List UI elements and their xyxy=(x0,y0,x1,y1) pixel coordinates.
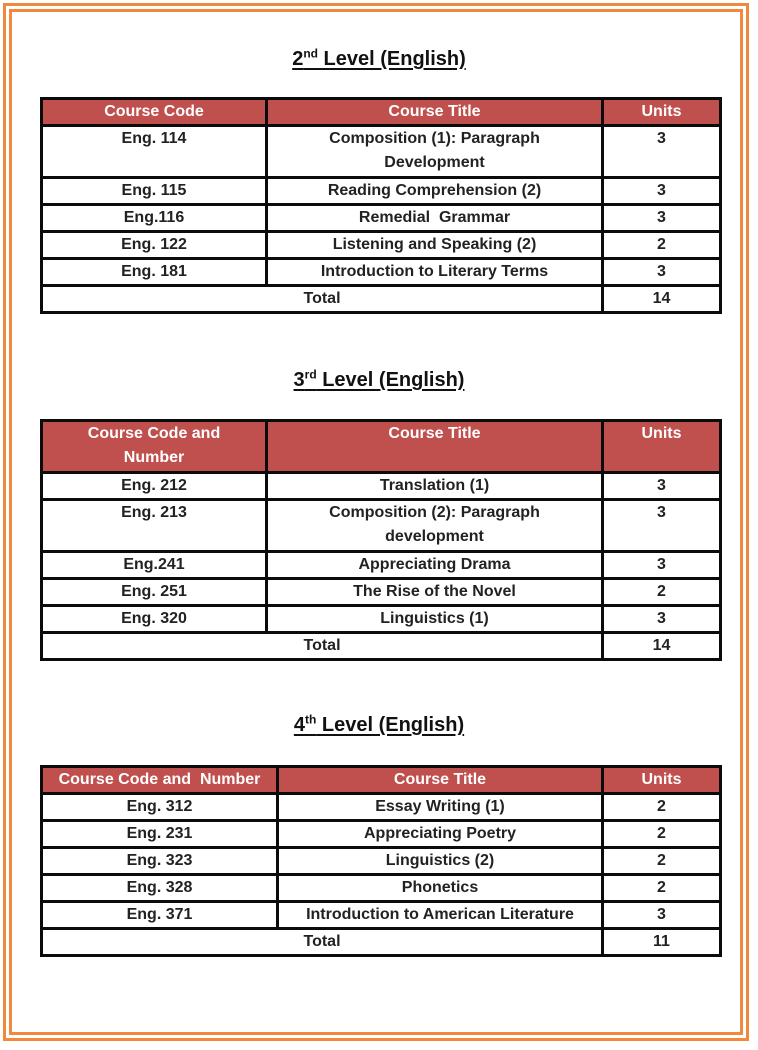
course-title: Remedial Grammar xyxy=(267,205,603,232)
column-header-units: Units xyxy=(603,99,721,126)
course-code: Eng. 371 xyxy=(42,902,278,929)
total-label: Total xyxy=(42,286,603,313)
course-units: 3 xyxy=(603,178,721,205)
total-row xyxy=(42,929,721,956)
column-header-code: Course Code xyxy=(42,99,267,126)
level-suffix: rd xyxy=(304,367,317,382)
column-header-units: Units xyxy=(603,767,721,794)
course-title: Linguistics (1) xyxy=(267,606,603,633)
table-row xyxy=(42,552,721,579)
course-units: 2 xyxy=(603,875,721,902)
course-code: Eng. 115 xyxy=(42,178,267,205)
course-code: Eng. 213 xyxy=(42,500,267,552)
course-units: 3 xyxy=(603,552,721,579)
table-row xyxy=(42,259,721,286)
course-code: Eng. 114 xyxy=(42,126,267,178)
table-row xyxy=(42,902,721,929)
course-code: Eng. 251 xyxy=(42,579,267,606)
total-label: Total xyxy=(42,633,603,660)
level-2-heading xyxy=(0,48,758,71)
course-title: Linguistics (2) xyxy=(278,848,603,875)
column-header-title: Course Title xyxy=(267,99,603,126)
course-units: 3 xyxy=(603,473,721,500)
course-code: Eng. 212 xyxy=(42,473,267,500)
course-title: Composition (1): Paragraph Development xyxy=(267,126,603,178)
level-number: 2 xyxy=(292,48,304,70)
course-title: Translation (1) xyxy=(267,473,603,500)
table-row xyxy=(42,178,721,205)
table-row xyxy=(42,579,721,606)
level-title: Level (English) xyxy=(316,369,465,391)
total-label: Total xyxy=(42,929,603,956)
course-code: Eng. 181 xyxy=(42,259,267,286)
course-title: The Rise of the Novel xyxy=(267,579,603,606)
total-row xyxy=(42,633,721,660)
total-row xyxy=(42,286,721,313)
level-suffix: th xyxy=(304,712,317,727)
table-row xyxy=(42,126,721,178)
course-code: Eng. 312 xyxy=(42,794,278,821)
column-header-title: Course Title xyxy=(267,421,603,473)
course-title: Essay Writing (1) xyxy=(278,794,603,821)
course-title: Phonetics xyxy=(278,875,603,902)
course-title: Appreciating Drama xyxy=(267,552,603,579)
level-3-heading xyxy=(0,369,758,392)
course-units: 3 xyxy=(603,500,721,552)
column-header-title: Course Title xyxy=(278,767,603,794)
table-row xyxy=(42,232,721,259)
course-units: 3 xyxy=(603,902,721,929)
column-header-units: Units xyxy=(603,421,721,473)
course-units: 2 xyxy=(603,848,721,875)
column-header-code: Course Code and Number xyxy=(42,767,278,794)
level-4-course-table xyxy=(40,765,722,957)
table-row xyxy=(42,875,721,902)
table-row xyxy=(42,606,721,633)
course-units: 2 xyxy=(603,579,721,606)
level-3-course-table xyxy=(40,419,722,661)
course-code: Eng. 231 xyxy=(42,821,278,848)
course-title: Listening and Speaking (2) xyxy=(267,232,603,259)
course-units: 2 xyxy=(603,794,721,821)
course-units: 3 xyxy=(603,205,721,232)
course-units: 2 xyxy=(603,821,721,848)
total-units: 11 xyxy=(603,929,721,956)
course-code: Eng.116 xyxy=(42,205,267,232)
course-code: Eng.241 xyxy=(42,552,267,579)
table-row xyxy=(42,821,721,848)
table-row xyxy=(42,205,721,232)
level-number: 3 xyxy=(293,369,305,391)
level-2-course-table xyxy=(40,97,722,314)
course-title: Appreciating Poetry xyxy=(278,821,603,848)
course-title: Introduction to Literary Terms xyxy=(267,259,603,286)
table-header-row xyxy=(42,99,721,126)
column-header-code: Course Code and Number xyxy=(42,421,267,473)
course-units: 3 xyxy=(603,606,721,633)
course-title: Reading Comprehension (2) xyxy=(267,178,603,205)
course-code: Eng. 122 xyxy=(42,232,267,259)
level-title: Level (English) xyxy=(316,714,465,736)
course-units: 3 xyxy=(603,259,721,286)
table-row xyxy=(42,794,721,821)
course-units: 2 xyxy=(603,232,721,259)
course-units: 3 xyxy=(603,126,721,178)
table-row xyxy=(42,848,721,875)
table-header-row xyxy=(42,421,721,473)
level-title: Level (English) xyxy=(317,48,466,70)
level-4-heading xyxy=(0,714,758,737)
course-title: Composition (2): Paragraph development xyxy=(267,500,603,552)
level-number: 4 xyxy=(293,714,305,736)
course-code: Eng. 320 xyxy=(42,606,267,633)
course-title: Introduction to American Literature xyxy=(278,902,603,929)
total-units: 14 xyxy=(603,633,721,660)
level-suffix: nd xyxy=(303,46,318,61)
course-code: Eng. 323 xyxy=(42,848,278,875)
table-row xyxy=(42,473,721,500)
total-units: 14 xyxy=(603,286,721,313)
table-header-row xyxy=(42,767,721,794)
table-row xyxy=(42,500,721,552)
course-code: Eng. 328 xyxy=(42,875,278,902)
